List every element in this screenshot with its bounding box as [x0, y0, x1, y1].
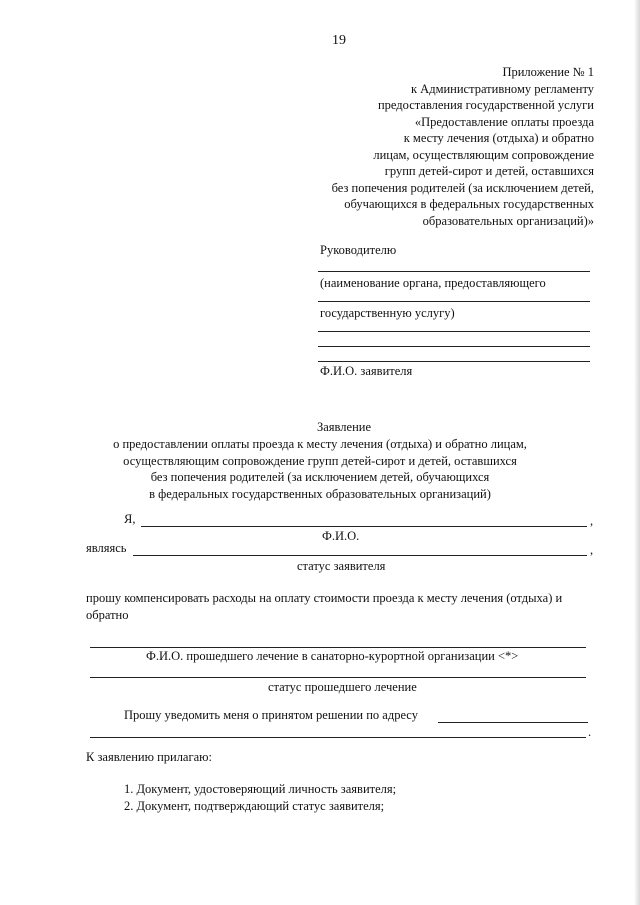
page-number: 19 [332, 33, 346, 48]
title-line: в федеральных государственных образовательных организаций) [149, 486, 491, 501]
title-line: без попечения родителей (за исключением детей, обучающихся [150, 470, 490, 484]
status-caption: статус заявителя [297, 559, 386, 573]
notify-text: Прошу уведомить меня о принятом решении по адресу [124, 708, 418, 722]
org-hint-2: государственную услугу) [320, 306, 455, 320]
appendix-line: обучающихся в федеральных государственных [344, 197, 594, 211]
addressee-blank-line[interactable] [318, 361, 590, 362]
appendix-line: «Предоставление оплаты проезда [414, 114, 594, 129]
appendix-line: без попечения родителей (за исключением детей, [331, 180, 594, 195]
attachment-item: 1. Документ, удостоверяющий личность заявителя; [124, 782, 397, 796]
appendix-line: предоставления государственной услуги [377, 98, 594, 112]
comma: , [590, 514, 594, 528]
treated-fio-input-line[interactable] [90, 647, 586, 648]
appendix-line: к месту лечения (отдыха) и обратно [403, 131, 594, 145]
fio-input-line[interactable] [141, 526, 587, 527]
request-line: обратно [86, 607, 129, 622]
attachments-heading: К заявлению прилагаю: [86, 750, 212, 764]
appendix-block [274, 64, 594, 229]
addressee-blank-line[interactable] [318, 271, 590, 272]
org-hint-1: (наименование органа, предоставляющего [320, 276, 546, 290]
document-title [100, 436, 540, 502]
addressee-to: Руководителю [320, 243, 397, 257]
fio-caption: Ф.И.О. [322, 529, 360, 543]
comma: , [590, 543, 594, 557]
title-line: о предоставлении оплаты проезда к месту лечения (отдыха) и обратно лицам, [113, 437, 527, 451]
treated-status-input-line[interactable] [90, 677, 586, 678]
appendix-line: Приложение № 1 [502, 65, 594, 79]
addressee-blank-line[interactable] [318, 331, 590, 332]
appendix-line: групп детей-сирот и детей, оставшихся [384, 164, 594, 178]
title-line: осуществляющим сопровождение групп детей-сирот и детей, оставшихся [123, 453, 517, 468]
address-input-line-2[interactable] [90, 737, 586, 738]
addressee-blank-line[interactable] [318, 346, 590, 347]
attachment-item: 2. Документ, подтверждающий статус заявителя; [124, 798, 385, 813]
treated-caption: Ф.И.О. прошедшего лечение в санаторно-курортной организации <*> [146, 649, 519, 663]
document-heading: Заявление [317, 420, 372, 434]
ya-label: Я, [124, 512, 136, 526]
request-text [86, 590, 562, 623]
period: . [588, 725, 592, 739]
page-edge-shadow [634, 0, 640, 905]
appendix-line: к Административному регламенту [410, 81, 594, 96]
request-line: прошу компенсировать расходы на оплату стоимости проезда к месту лечения (отдыха) и [86, 591, 563, 605]
treated-status-caption: статус прошедшего лечение [268, 680, 417, 694]
attachments-list [124, 781, 396, 814]
appendix-line: лицам, осуществляющим сопровождение [373, 147, 594, 162]
address-input-line[interactable] [438, 722, 588, 723]
status-input-line[interactable] [133, 555, 587, 556]
appendix-line: образовательных организаций)» [422, 213, 594, 228]
addressee-blank-line[interactable] [318, 301, 590, 302]
fio-hint: Ф.И.О. заявителя [320, 364, 413, 378]
yavlyas-label: являясь [86, 541, 127, 555]
